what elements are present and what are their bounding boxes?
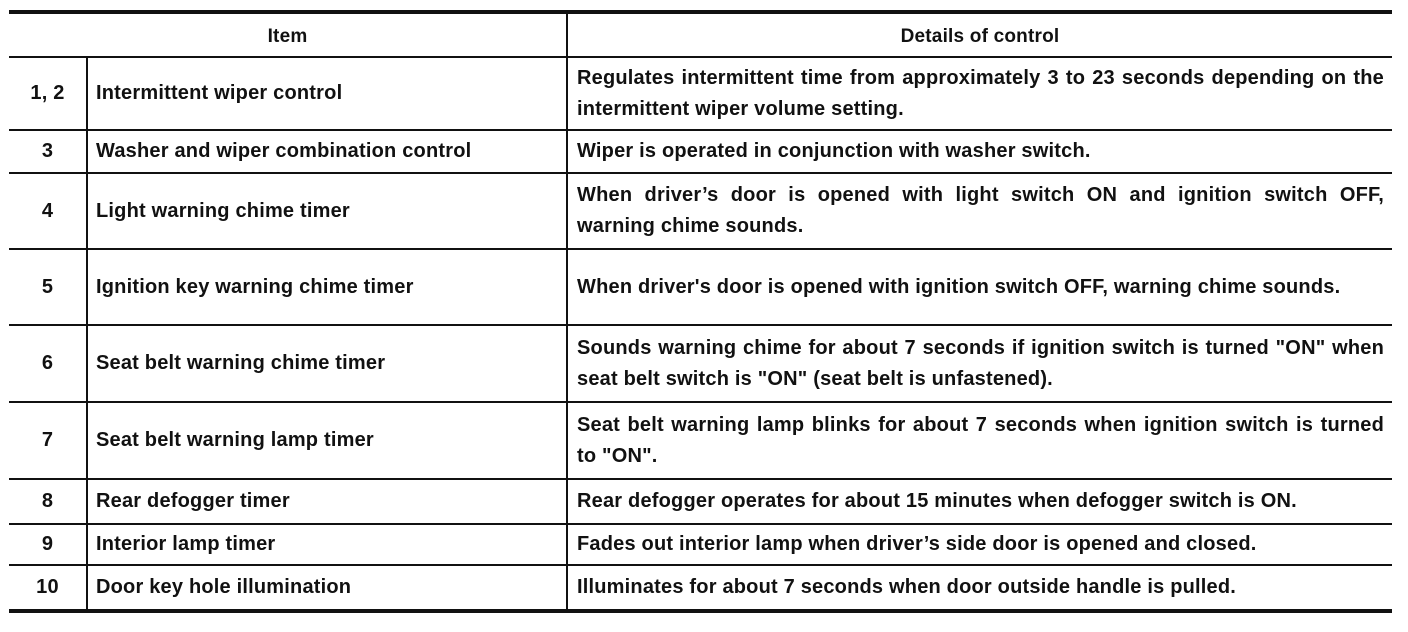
- header-details: Details of control: [567, 12, 1392, 57]
- row-item: Seat belt warning lamp timer: [87, 402, 567, 479]
- row-details: Rear defogger operates for about 15 minutes when defogger switch is ON.: [567, 479, 1392, 524]
- row-item: Door key hole illumination: [87, 565, 567, 611]
- row-item: Intermittent wiper control: [87, 57, 567, 130]
- row-item: Seat belt warning chime timer: [87, 325, 567, 402]
- control-details-table: [9, 10, 1392, 613]
- row-number: 1, 2: [9, 57, 87, 130]
- row-number: 5: [9, 249, 87, 325]
- row-item: Light warning chime timer: [87, 173, 567, 249]
- row-item: Rear defogger timer: [87, 479, 567, 524]
- row-details: Fades out interior lamp when driver’s side door is opened and closed.: [567, 524, 1392, 565]
- row-number: 3: [9, 130, 87, 173]
- row-number: 8: [9, 479, 87, 524]
- row-details: Regulates intermittent time from approximately 3 to 23 seconds depending on the intermittent wiper volume setting.: [567, 57, 1392, 130]
- row-details: When driver's door is opened with ignition switch OFF, warning chime sounds.: [567, 249, 1392, 325]
- table-row: [9, 479, 1392, 524]
- row-number: 9: [9, 524, 87, 565]
- table-header-row: [9, 12, 1392, 57]
- table-row: [9, 565, 1392, 611]
- row-item: Interior lamp timer: [87, 524, 567, 565]
- row-details: Sounds warning chime for about 7 seconds if ignition switch is turned "ON" when seat belt switch is "ON" (seat belt is unfastened).: [567, 325, 1392, 402]
- row-number: 6: [9, 325, 87, 402]
- row-number: 10: [9, 565, 87, 611]
- table-row: [9, 130, 1392, 173]
- row-number: 7: [9, 402, 87, 479]
- row-details: Illuminates for about 7 seconds when door outside handle is pulled.: [567, 565, 1392, 611]
- header-item: Item: [9, 12, 567, 57]
- table-row: [9, 57, 1392, 130]
- table-row: [9, 524, 1392, 565]
- row-number: 4: [9, 173, 87, 249]
- table-row: [9, 173, 1392, 249]
- table-row: [9, 249, 1392, 325]
- table-row: [9, 402, 1392, 479]
- row-item: Washer and wiper combination control: [87, 130, 567, 173]
- table-row: [9, 325, 1392, 402]
- row-details: Wiper is operated in conjunction with washer switch.: [567, 130, 1392, 173]
- row-item: Ignition key warning chime timer: [87, 249, 567, 325]
- row-details: When driver’s door is opened with light switch ON and ignition switch OFF, warning chime sounds.: [567, 173, 1392, 249]
- row-details: Seat belt warning lamp blinks for about 7 seconds when ignition switch is turned to "ON".: [567, 402, 1392, 479]
